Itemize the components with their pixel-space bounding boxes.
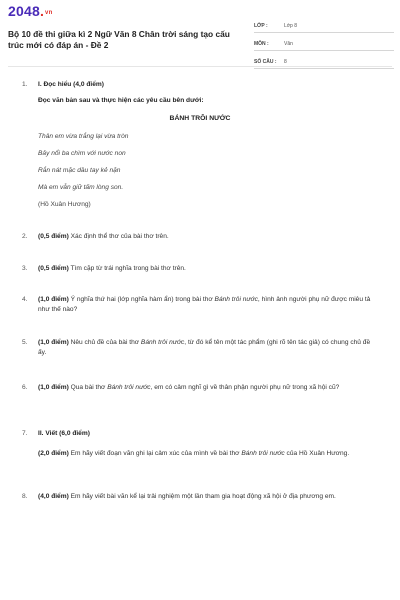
header-divider <box>8 66 392 67</box>
question-points: (0,5 điểm) <box>38 233 69 240</box>
question-points: (1,0 điểm) <box>38 296 69 303</box>
poem-line: Thân em vừa trắng lại vừa tròn <box>38 133 129 140</box>
section-heading-reading: I. Đọc hiểu (4,0 điểm) <box>38 81 104 88</box>
question-points: (0,5 điểm) <box>38 265 69 272</box>
meta-row-question-count: SỐ CÂU : 8 <box>254 51 394 69</box>
poem-line: Bảy nổi ba chìm với nước non <box>38 150 126 157</box>
question-points: (4,0 điểm) <box>38 493 69 500</box>
meta-row-subject: MÔN : Văn <box>254 33 394 51</box>
question-points: (2,0 điểm) <box>38 450 69 457</box>
site-logo[interactable]: 2048.vn <box>8 3 53 19</box>
page-header <box>0 0 400 66</box>
work-title: Bánh trôi nước <box>107 384 151 391</box>
exam-meta <box>254 15 394 69</box>
question-points: (1,0 điểm) <box>38 384 69 391</box>
poem-author: (Hồ Xuân Hương) <box>38 201 91 208</box>
work-title: Bánh trôi nước <box>241 450 285 457</box>
document-title: Bộ 10 đề thi giữa kì 2 Ngữ Văn 8 Chân trời sáng tạo cấu trúc mới có đáp án - Đề 2 <box>8 29 230 50</box>
meta-row-class: LỚP : Lớp 8 <box>254 15 394 33</box>
poem-line: Mà em vẫn giữ tấm lòng son. <box>38 184 124 191</box>
question-points: (1,0 điểm) <box>38 339 69 346</box>
work-title: Bánh trôi nước <box>140 339 185 346</box>
poem-line: Rắn nát mặc dầu tay kẻ nặn <box>38 167 121 174</box>
poem-title: BÁNH TRÔI NƯỚC <box>169 115 231 122</box>
work-title: Bánh trôi nước <box>214 296 258 303</box>
question-number: 1. <box>22 81 28 88</box>
exam-page: 2048.vn Bộ 10 đề thi giữa kì 2 Ngữ Văn 8 Chân trời sáng tạo cấu trúc mới có đáp án - Đề 2 LỚP : Lớp 8 MÔN : Văn SỐ CÂU : 8 1. I. Đọc hiểu (4,0 điểm) Đọc văn bản sau và thực hiện các yêu cầu bên dưới: BÁNH TRÔI NƯỚC Thân em vừa trắng lại vừa tròn Bảy nổi ba chìm với nước non Rắn nát mặc dầu tay kẻ nặn Mà em vẫn giữ tấm lòng son. (Hồ Xuân Hương) 2. (0,5 điểm) Xác định thể thơ của bài thơ trên. 3. (0,5 điểm) Tìm cặp từ trái nghĩa trong bài thơ trên. 4. (1,0 điểm) Ý nghĩa thứ hai (lớp nghĩa hàm ẩn) trong bài thơ Bánh trôi nước, hình ảnh người phụ nữ được miêu tả như thế nào? 5. (1,0 điểm) Nêu chủ đề của bài thơ Bánh trôi nước, từ đó kể tên một tác phẩm (ghi rõ tên tác giả) có chung chủ đề ấy. 6. (1,0 điểm) Qua bài thơ Bánh trôi nước, em có cảm nghĩ gì về thân phận người phụ nữ trong xã hội cũ? 7. II. Viết (6,0 điểm) (2,0 điểm) Em hãy viết đoạn văn ghi lại cảm xúc của mình về bài thơ Bánh trôi nước của Hồ Xuân Hương. 8. (4,0 điểm) Em hãy viết bài văn kể lại trải nghiệm một lần tham gia hoạt động xã hội ở địa phương em. <box>0 0 400 600</box>
section-heading-writing: II. Viết (6,0 điểm) <box>38 430 90 437</box>
